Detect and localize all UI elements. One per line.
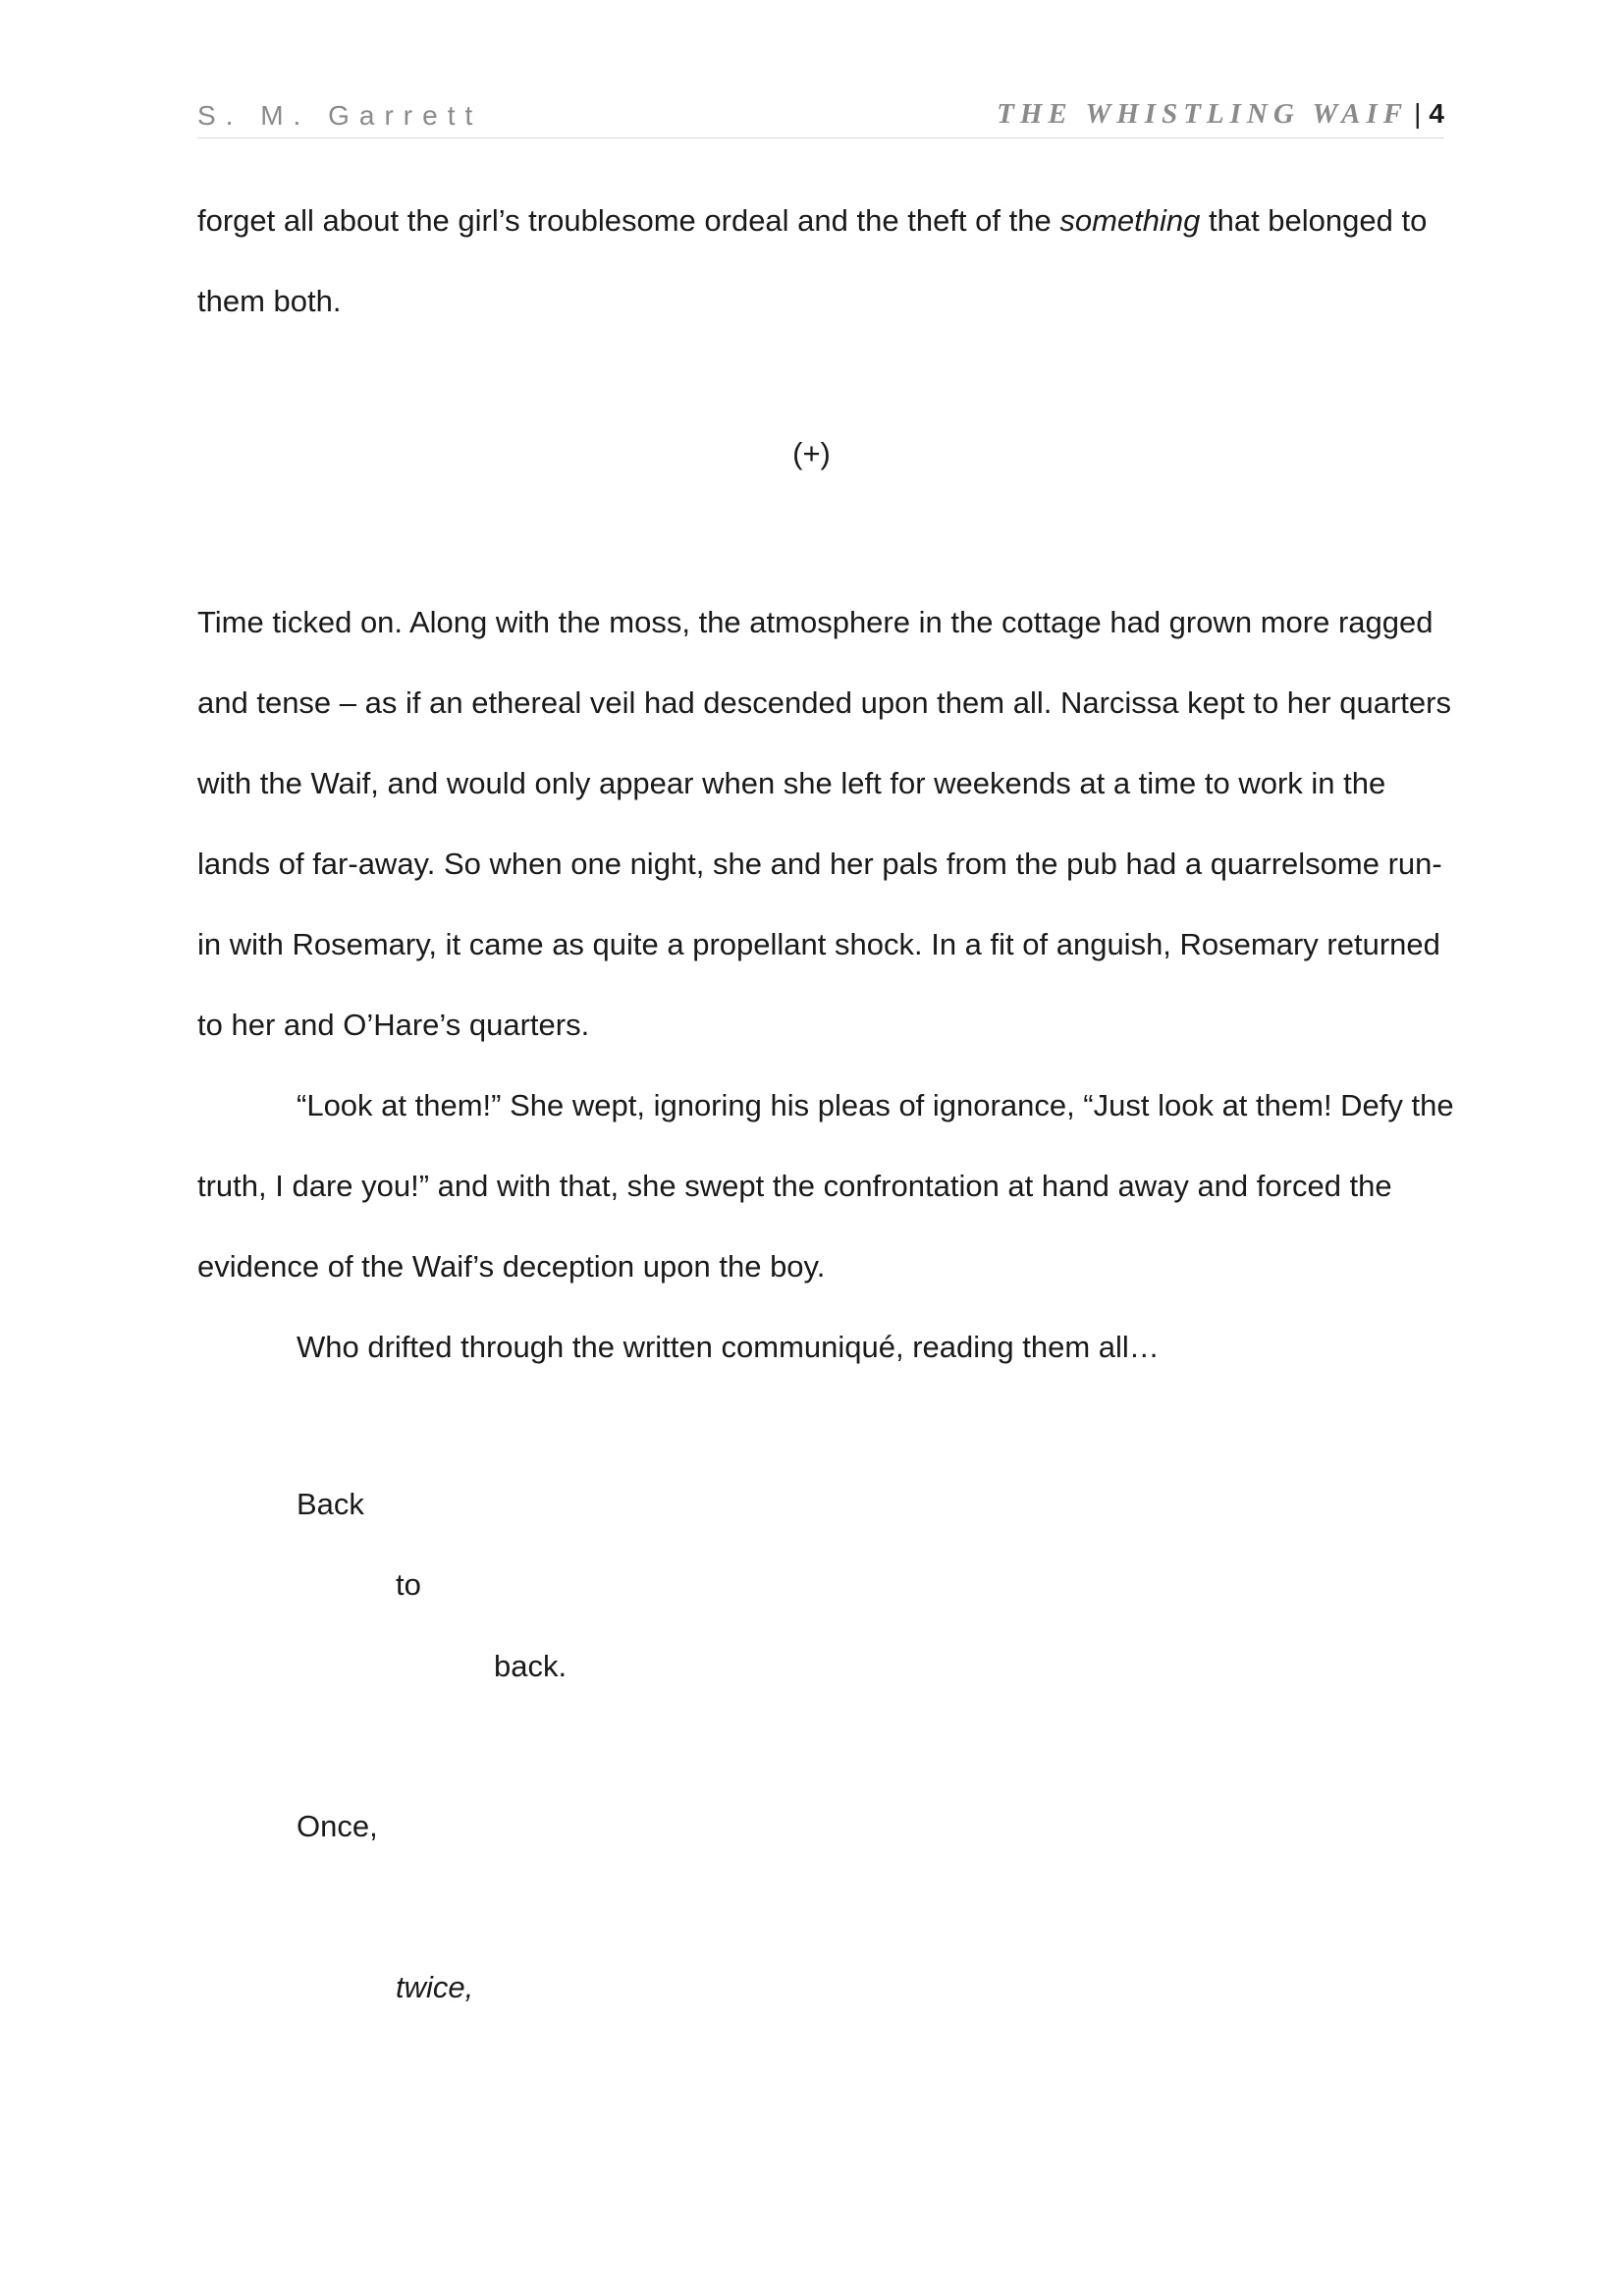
header-title-block — [997, 98, 1444, 131]
paragraph-2: Time ticked on. Along with the moss, the atmosphere in the cottage had grown more ragged and tense – as if an ethereal veil had descended upon them all. Narcissa kept to her quarters with the Waif, and would only appear when she left for weekends at a time to work in the lands of far-away. So when one night, she and her pals from the pub had a quarrelsome run-in with Rosemary, it came as quite a propellant shock. In a fit of anguish, Rosemary returned to her and O’Hare’s quarters. — [197, 605, 1451, 1042]
header-separator: | — [1414, 98, 1422, 129]
paragraph-1-text-b: that belonged to them both. — [197, 203, 1428, 318]
scene-break: (+) — [792, 436, 831, 470]
poem-line-3: back. — [494, 1649, 568, 1683]
paragraph-1 — [197, 181, 1464, 342]
poem-line-5: twice, — [396, 1970, 474, 2004]
page-number: 4 — [1429, 98, 1444, 129]
paragraph-4: Who drifted through the written communiqué, reading them all… — [297, 1330, 1160, 1364]
paragraph-1-text-a: forget all about the girl’s troublesome ordeal and the theft of the — [197, 203, 1060, 238]
author-name: S. M. Garrett — [197, 100, 483, 131]
paragraph-1-emphasis: something — [1059, 203, 1201, 238]
page-header — [197, 94, 1444, 138]
poem-line-4: Once, — [297, 1809, 378, 1843]
book-title: THE WHISTLING WAIF — [997, 98, 1409, 130]
paragraph-3: “Look at them!” She wept, ignoring his pleas of ignorance, “Just look at them! Defy the truth, I dare you!” and with that, she swept the confrontation at hand away and forced the evidence of the Waif’s deception upon the boy. — [197, 1088, 1454, 1284]
poem-line-1: Back — [297, 1487, 364, 1521]
poem-line-2: to — [396, 1567, 421, 1602]
